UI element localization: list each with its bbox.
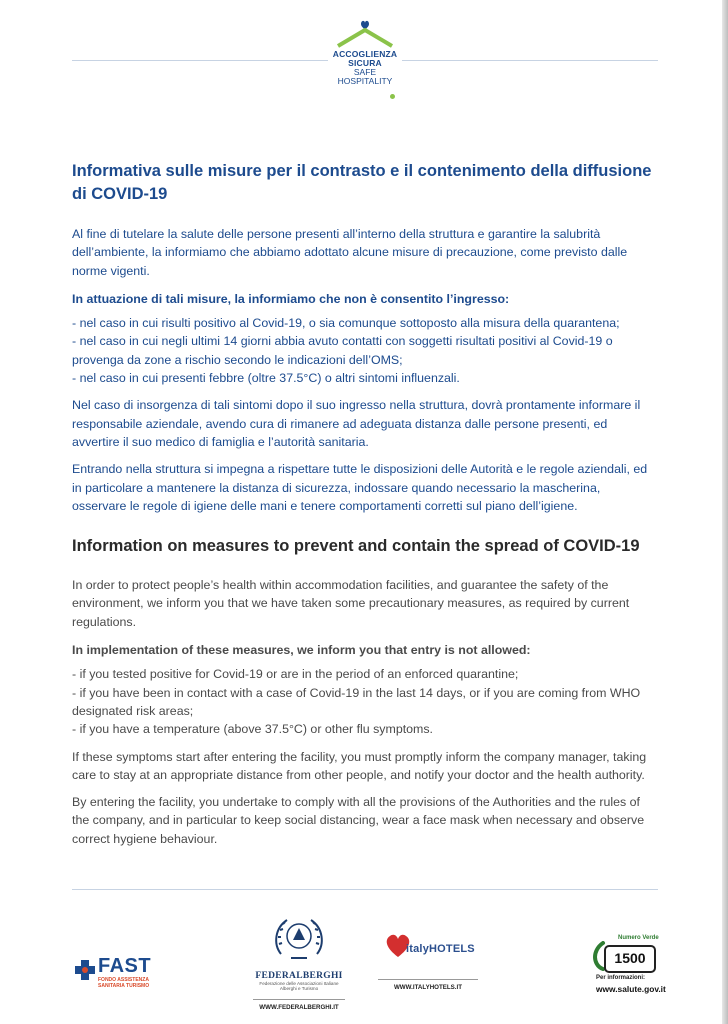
logo-line-safe: SAFE bbox=[353, 67, 377, 77]
footer-rule bbox=[72, 889, 658, 890]
italian-list-item: - nel caso in cui presenti febbre (oltre 37.5°C) o altri sintomi influenzali. bbox=[72, 371, 460, 386]
notice-content bbox=[72, 160, 658, 848]
english-title: Information on measures to prevent and contain the spread of COVID-19 bbox=[72, 537, 640, 556]
fast-logo bbox=[72, 955, 168, 997]
italyhotels-logo bbox=[378, 925, 478, 997]
italyhotels-url[interactable]: WWW.ITALYHOTELS.IT bbox=[378, 979, 478, 991]
footer-logos bbox=[0, 895, 728, 1024]
english-section bbox=[72, 535, 658, 848]
logo-line-sicura: SICURA bbox=[348, 58, 382, 68]
federalberghi-logo bbox=[253, 910, 345, 1010]
logo-line-hospitality: HOSPITALITY bbox=[337, 76, 393, 86]
italian-symptoms: Nel caso di insorgenza di tali sintomi dopo il suo ingresso nella struttura, dovrà prontamente informare il responsabile aziendale, avendo cura di rimanere ad adeguata distanza dalle persone presenti, ed avvertire il suo medico di famiglia e l’autorità sanitaria. bbox=[72, 398, 641, 449]
numero-verde-number[interactable]: 1500 bbox=[614, 950, 646, 966]
fast-cross-icon bbox=[74, 959, 96, 981]
logo-dot-icon bbox=[390, 94, 395, 99]
salute-url[interactable]: www.salute.gov.it bbox=[596, 984, 666, 994]
english-list-item: - if you have a temperature (above 37.5°C) or other flu symptoms. bbox=[72, 722, 434, 737]
english-intro: In order to protect people’s health within accommodation facilities, and guarantee the safety of the environment, we inform you that we have taken some precautionary measures, as required by current regulations. bbox=[72, 578, 630, 629]
english-commitment: By entering the facility, you undertake to comply with all the provisions of the Authorities and the rules of the company, and in particular to keep social distancing, wear a face mask when necessary and observe correct hygiene behaviour. bbox=[72, 795, 645, 846]
english-symptoms: If these symptoms start after entering the facility, you must promptly inform the company manager, taking care to stay at an appropriate distance from other people, and notify your doctor and the health authority. bbox=[72, 749, 647, 782]
italian-title: Informativa sulle misure per il contrasto e il contenimento della diffusione di COVID-19 bbox=[72, 162, 652, 203]
header-rule-right bbox=[402, 60, 658, 61]
italyhotels-name: italyHOTELS bbox=[406, 943, 475, 955]
fast-title: FAST bbox=[98, 955, 152, 977]
english-list bbox=[72, 665, 658, 738]
english-list-item: - if you have been in contact with a case of Covid-19 in the last 14 days, or if you are coming from WHO designated risk areas; bbox=[72, 685, 641, 718]
italian-list bbox=[72, 314, 658, 387]
accoglienza-sicura-logo bbox=[320, 14, 410, 110]
info-label: Per informazioni: bbox=[596, 975, 646, 981]
italian-section bbox=[72, 160, 658, 515]
federalberghi-subtitle: Federazione delle Associazioni Italiane Alberghi e Turismo bbox=[259, 981, 339, 991]
header-rule-left bbox=[72, 60, 328, 61]
numero-verde-box bbox=[604, 945, 656, 973]
federalberghi-name: FEDERALBERGHI bbox=[255, 971, 343, 981]
federalberghi-url[interactable]: WWW.FEDERALBERGHI.IT bbox=[253, 999, 345, 1011]
fast-subtitle: FONDO ASSISTENZA SANITARIA TURISMO bbox=[98, 977, 150, 989]
numero-verde-label: Numero Verde bbox=[618, 935, 659, 941]
english-list-item: - if you tested positive for Covid-19 or are in the period of an enforced quarantine; bbox=[72, 667, 519, 682]
english-entry-heading: In implementation of these measures, we inform you that entry is not allowed: bbox=[72, 643, 531, 658]
italian-list-item: - nel caso in cui negli ultimi 14 giorni abbia avuto contatti con soggetti risultati positivi al Covid-19 o provenga da zone a rischio secondo le indicazioni dell’OMS; bbox=[72, 334, 613, 367]
numero-verde-logo bbox=[590, 935, 674, 1005]
italian-entry-heading: In attuazione di tali misure, la informiamo che non è consentito l’ingresso: bbox=[72, 291, 510, 306]
italian-list-item: - nel caso in cui risulti positivo al Covid-19, o sia comunque sottoposto alla misura della quarantena; bbox=[72, 316, 620, 331]
italian-intro: Al fine di tutelare la salute delle persone presenti all’interno della struttura e garantire la salubrità dell’ambiente, la informiamo che abbiamo adottato alcune misure di precauzione, come previsto dalle norme vigenti. bbox=[72, 227, 628, 278]
italian-commitment: Entrando nella struttura si impegna a rispettare tutte le disposizioni delle Autorità e le regole aziendali, ed in particolare a mantenere la distanza di sicurezza, indossare quando necessario la mascherina, osservare le regole di igiene delle mani e tenere comportamenti corretti sul piano dell’igiene. bbox=[72, 462, 648, 513]
federalberghi-emblem-icon bbox=[269, 910, 329, 964]
page-edge bbox=[722, 0, 728, 1024]
logo-line-accoglienza: ACCOGLIENZA bbox=[332, 49, 398, 59]
house-heart-icon bbox=[334, 14, 396, 50]
